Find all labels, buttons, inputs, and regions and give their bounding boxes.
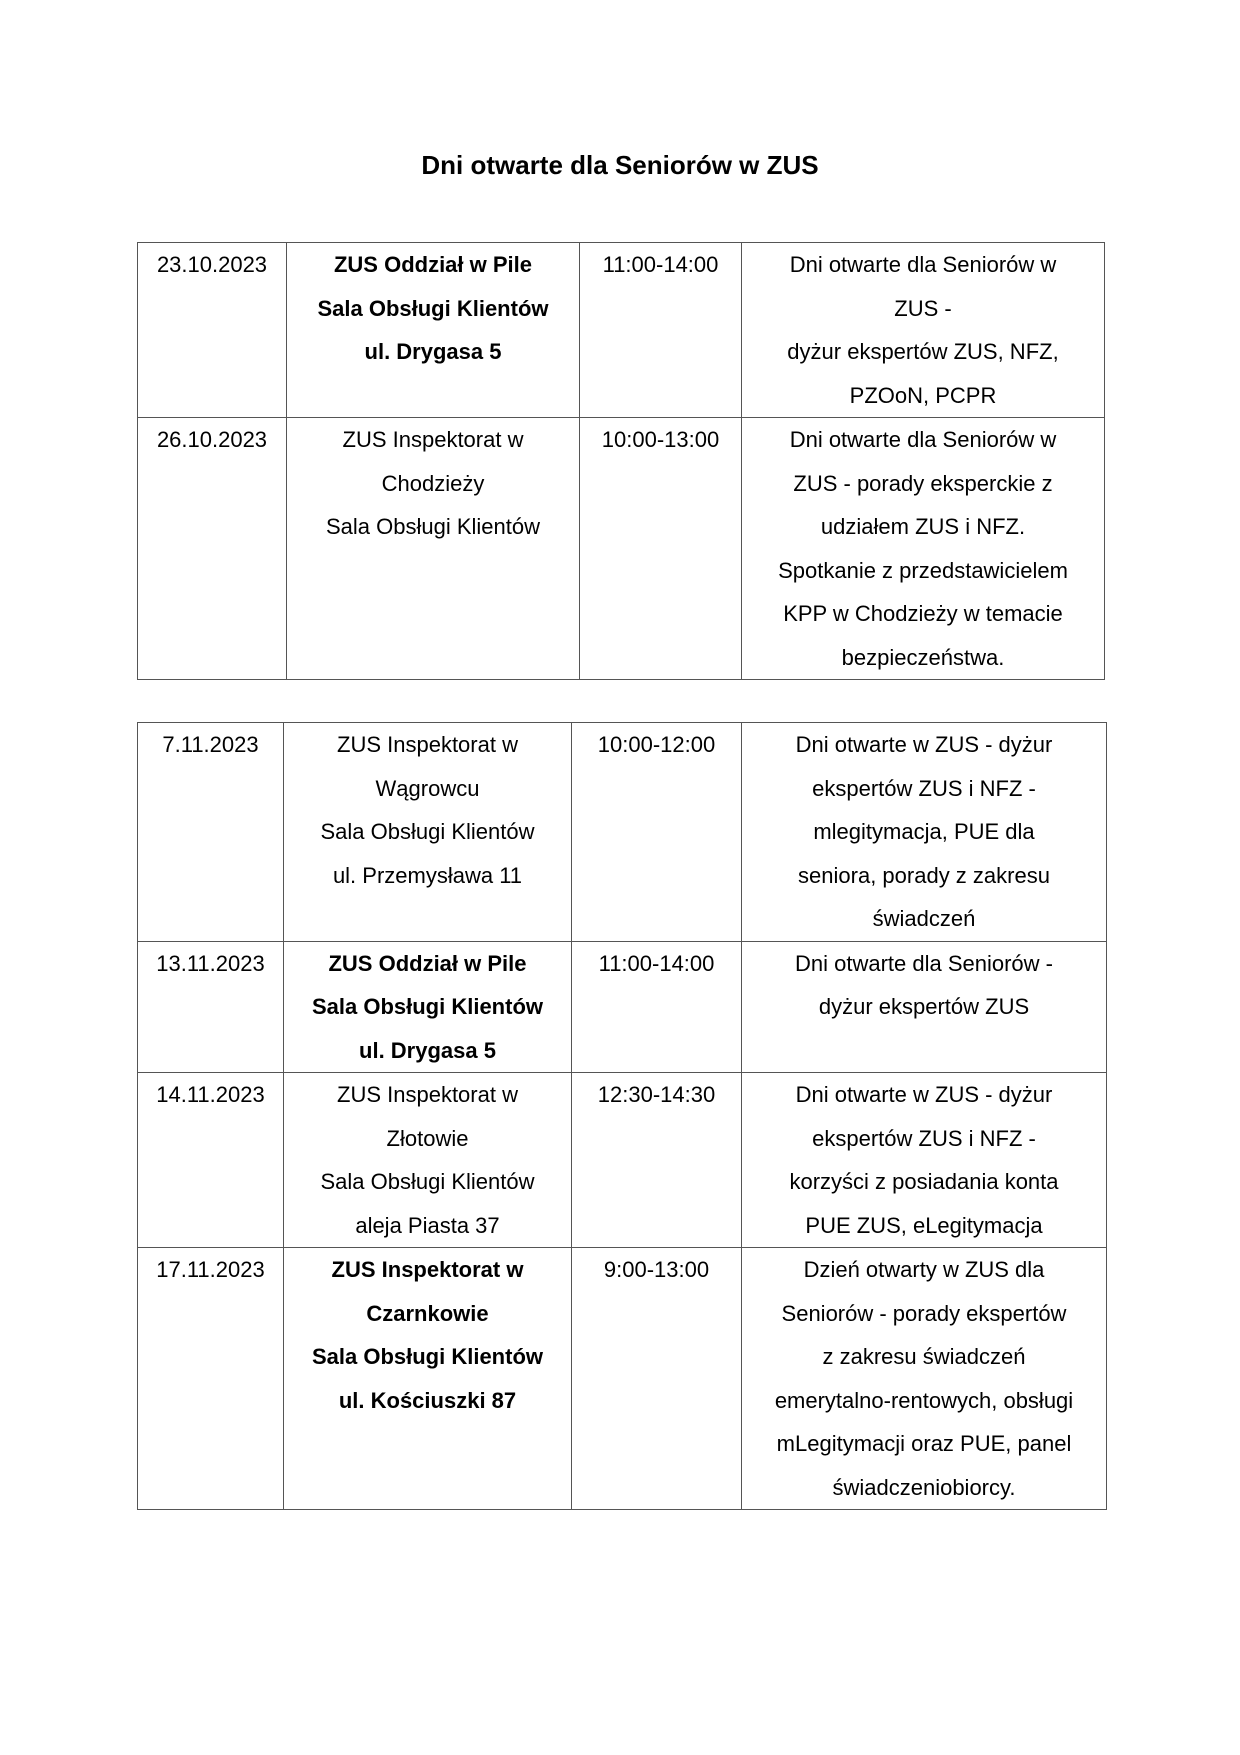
event-time-text: 11:00-14:00 (598, 950, 715, 976)
event-description-line: PUE ZUS, eLegitymacja (805, 1212, 1043, 1238)
event-location (284, 1073, 572, 1248)
event-date (138, 941, 284, 1073)
event-location-line: ZUS Oddział w Pile (328, 950, 527, 976)
event-location-line: ZUS Inspektorat w (337, 1082, 518, 1107)
event-date-text: 14.11.2023 (156, 1082, 265, 1107)
table-row (138, 723, 1107, 942)
event-date (138, 723, 284, 942)
event-location-line: Chodzieży (381, 470, 485, 496)
event-description-line: mlegitymacja, PUE dla (813, 819, 1035, 844)
event-location-line: Wągrowcu (375, 775, 480, 801)
event-location-line: aleja Piasta 37 (355, 1212, 500, 1238)
event-description-line: bezpieczeństwa. (841, 644, 1005, 670)
event-description-line: świadczeniobiorcy. (832, 1474, 1016, 1500)
table-row (138, 418, 1105, 680)
event-description-line: Seniorów - porady ekspertów (781, 1300, 1067, 1326)
event-description-line: Dni otwarte w ZUS - dyżur (795, 732, 1053, 757)
event-location-line: Złotowie (386, 1125, 469, 1151)
schedule-table-october (137, 242, 1105, 680)
event-location-line: ZUS Inspektorat w (331, 1257, 524, 1282)
event-location-line: ZUS Oddział w Pile (333, 252, 533, 277)
event-location-line: ZUS Inspektorat w (342, 427, 524, 452)
event-description-line: ekspertów ZUS i NFZ - (812, 775, 1036, 801)
table-row (138, 941, 1107, 1073)
event-description-line: Dni otwarte w ZUS - dyżur (795, 1082, 1053, 1107)
event-date-text: 7.11.2023 (162, 732, 259, 757)
event-location-line: ul. Przemysława 11 (332, 862, 523, 888)
event-description-line: KPP w Chodzieży w temacie (783, 601, 1063, 626)
event-description-line: ZUS - porady eksperckie z (793, 470, 1053, 496)
event-description (742, 723, 1107, 942)
schedule-table-november (137, 722, 1107, 1510)
event-date-text: 13.11.2023 (156, 950, 265, 976)
event-description-line: Dni otwarte dla Seniorów w (789, 427, 1057, 452)
event-description (742, 1248, 1107, 1510)
table-row (138, 243, 1105, 418)
event-time-text: 11:00-14:00 (602, 252, 719, 277)
event-description-line: dyżur ekspertów ZUS, NFZ, (787, 339, 1059, 364)
event-time (572, 1073, 742, 1248)
event-time-text: 12:30-14:30 (597, 1082, 716, 1107)
event-location (287, 418, 580, 680)
event-description-line: ZUS - (894, 295, 952, 321)
event-description (742, 418, 1105, 680)
event-time (572, 941, 742, 1073)
event-description-line: Dni otwarte dla Seniorów w (789, 252, 1057, 277)
event-date (138, 1248, 284, 1510)
event-description (742, 243, 1105, 418)
event-time (572, 723, 742, 942)
event-location (284, 723, 572, 942)
event-date (138, 1073, 284, 1248)
event-location-line: ul. Drygasa 5 (364, 339, 502, 364)
event-date (138, 418, 287, 680)
event-description-line: korzyści z posiadania konta (789, 1169, 1059, 1194)
event-location-line: Czarnkowie (366, 1300, 489, 1326)
event-time (580, 243, 742, 418)
event-location-line: Sala Obsługi Klientów (325, 514, 540, 539)
event-location (284, 1248, 572, 1510)
event-description-line: PZOoN, PCPR (849, 382, 997, 408)
event-description-line: emerytalno-rentowych, obsługi (774, 1387, 1074, 1413)
event-location-line: Sala Obsługi Klientów (311, 994, 544, 1019)
event-description-line: z zakresu świadczeń (822, 1344, 1026, 1369)
event-time (580, 418, 742, 680)
event-description-line: mLegitymacji oraz PUE, panel (776, 1431, 1072, 1456)
event-date-text: 17.11.2023 (156, 1257, 265, 1282)
event-description-line: Spotkanie z przedstawicielem (778, 557, 1068, 583)
event-location-line: Sala Obsługi Klientów (320, 819, 535, 844)
event-time-text: 10:00-13:00 (601, 427, 720, 452)
event-description-line: ekspertów ZUS i NFZ - (812, 1125, 1036, 1151)
event-description-line: dyżur ekspertów ZUS (818, 994, 1030, 1019)
event-location-line: Sala Obsługi Klientów (317, 295, 549, 321)
event-date (138, 243, 287, 418)
event-description (742, 1073, 1107, 1248)
event-location-line: ul. Kościuszki 87 (338, 1387, 517, 1413)
event-description-line: udziałem ZUS i NFZ. (820, 514, 1026, 539)
event-location (284, 941, 572, 1073)
event-location-line: Sala Obsługi Klientów (320, 1169, 535, 1194)
event-description-line: świadczeń (872, 906, 976, 931)
table-row (138, 1248, 1107, 1510)
event-description-line: Dni otwarte dla Seniorów - (794, 950, 1053, 976)
event-description-line: Dzień otwarty w ZUS dla (803, 1257, 1045, 1282)
event-description-line: seniora, porady z zakresu (798, 862, 1050, 888)
table-row (138, 1073, 1107, 1248)
event-date-text: 26.10.2023 (156, 427, 268, 452)
event-date-text: 23.10.2023 (156, 252, 268, 277)
event-description (742, 941, 1107, 1073)
event-time-text: 10:00-12:00 (597, 732, 716, 757)
page-title: Dni otwarte dla Seniorów w ZUS (421, 150, 819, 180)
event-location-line: Sala Obsługi Klientów (311, 1344, 544, 1369)
event-location-line: ul. Drygasa 5 (359, 1037, 496, 1063)
event-time-text: 9:00-13:00 (603, 1257, 710, 1282)
event-location (287, 243, 580, 418)
event-time (572, 1248, 742, 1510)
event-location-line: ZUS Inspektorat w (337, 732, 518, 757)
